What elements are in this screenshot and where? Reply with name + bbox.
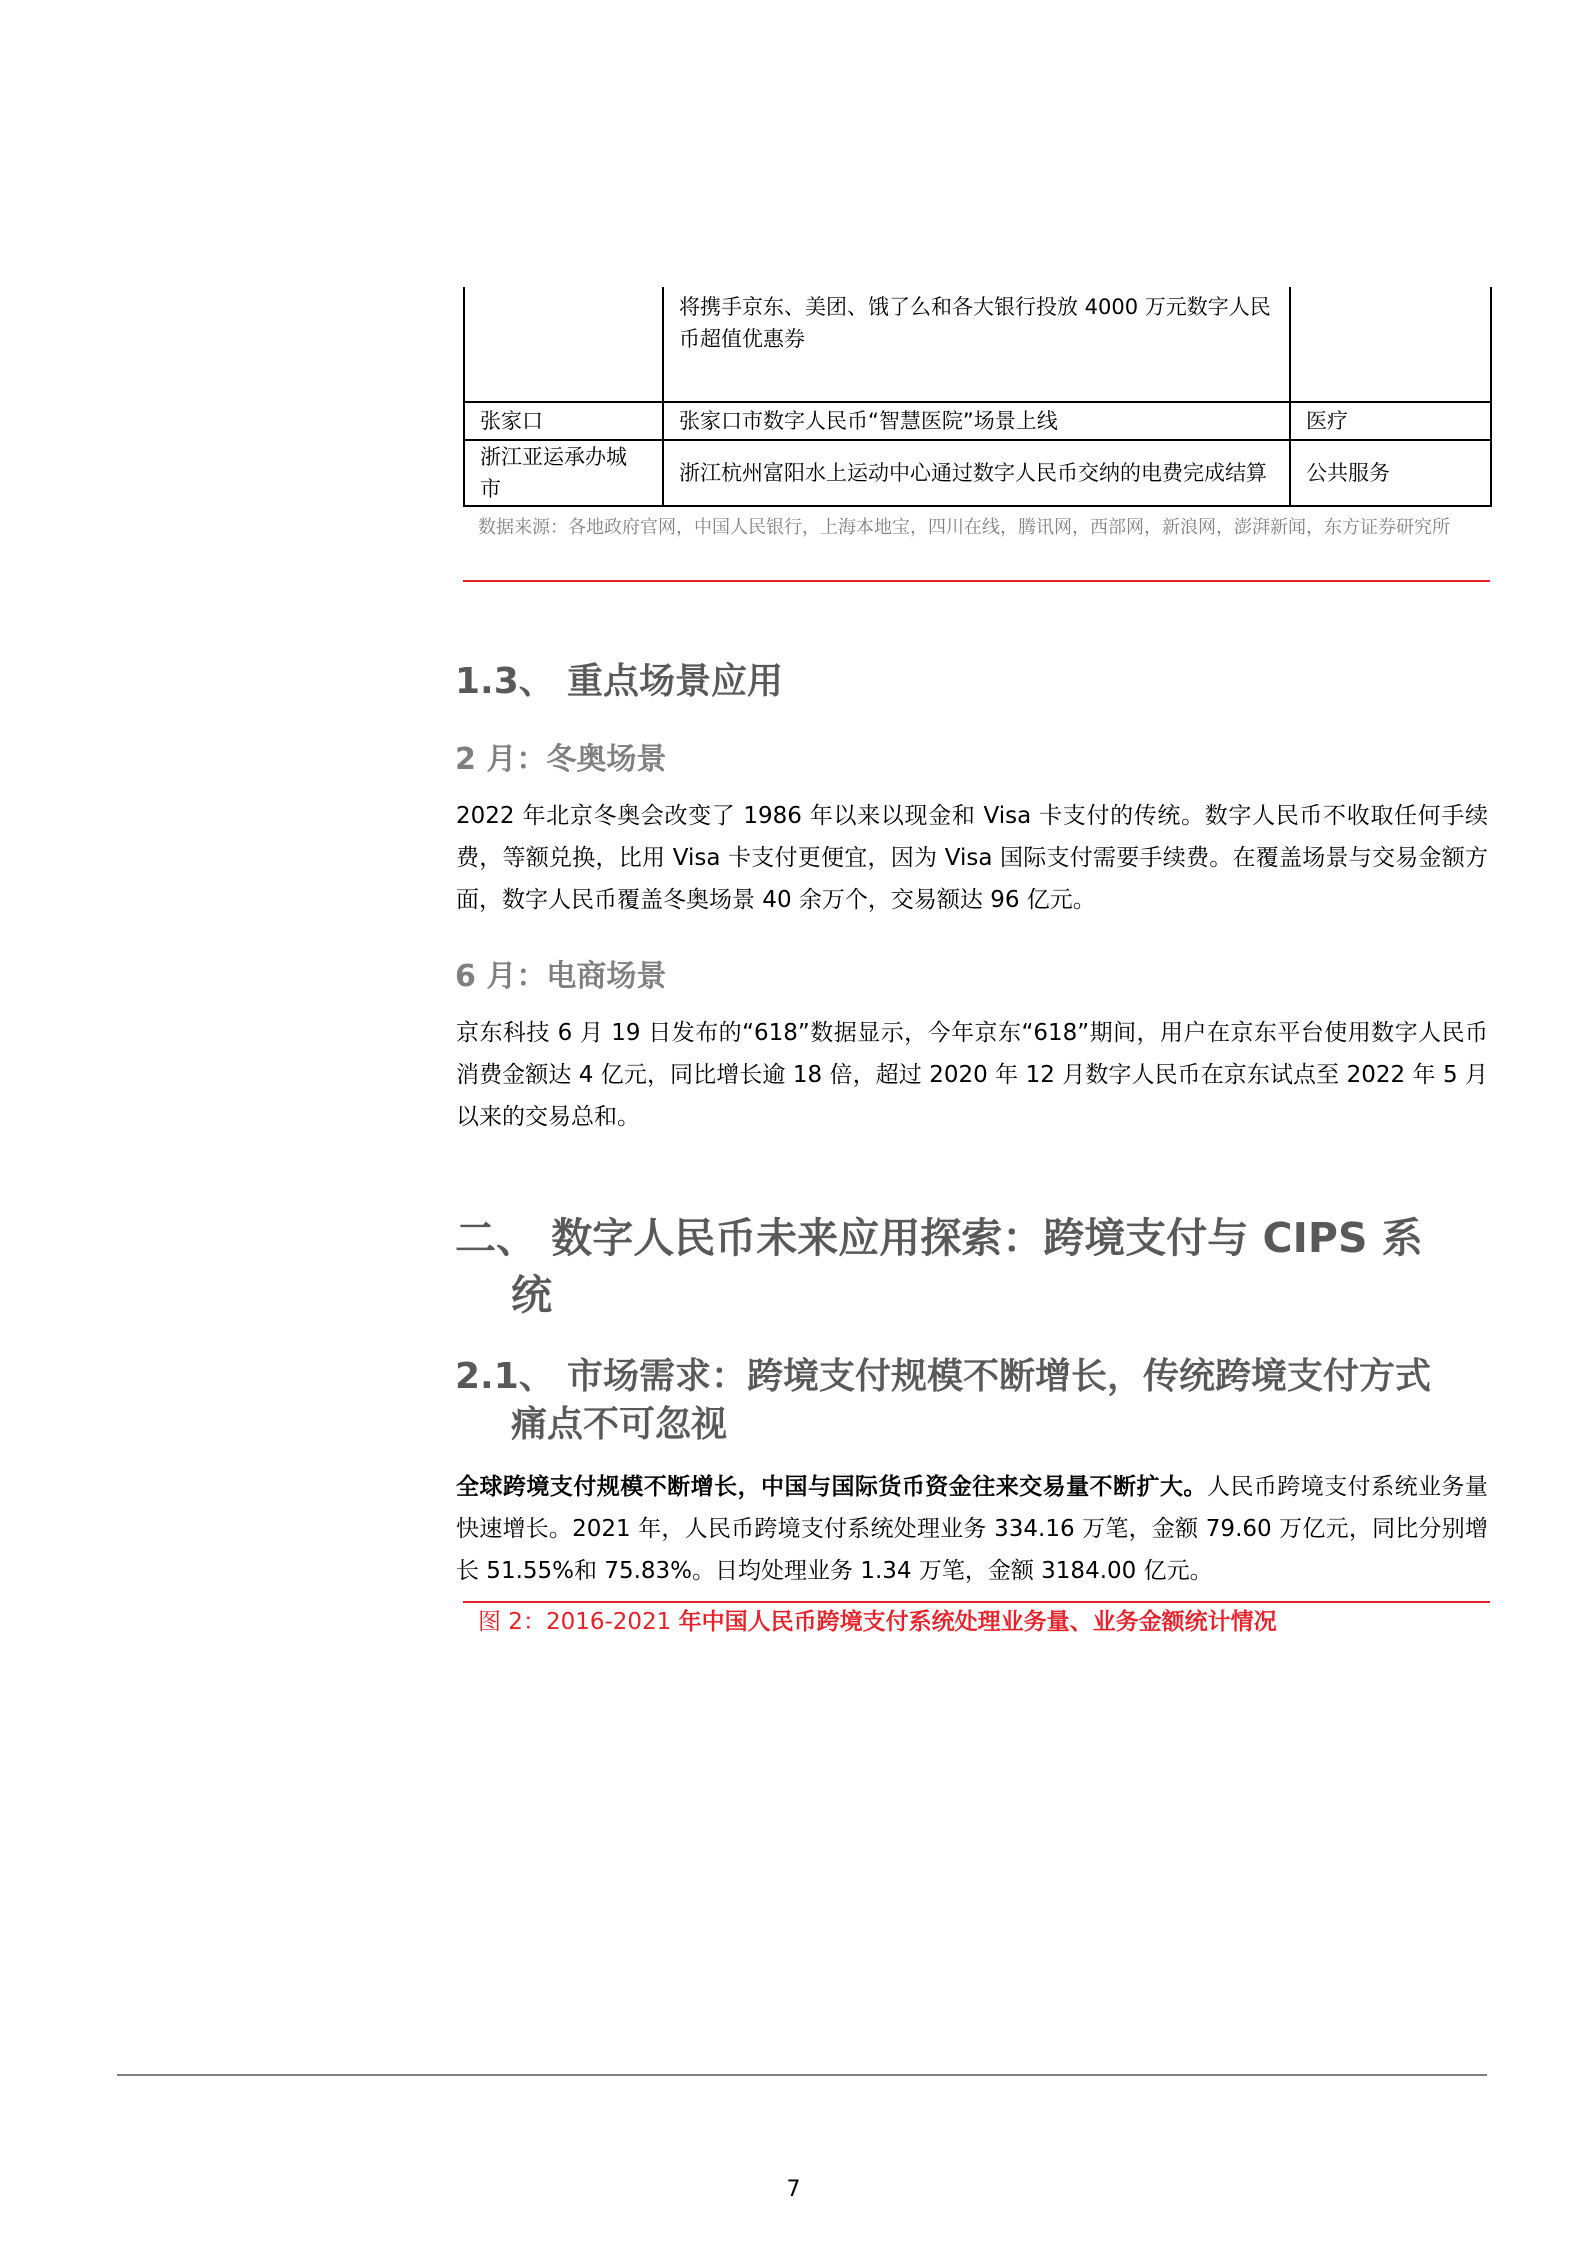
table-cell-category bbox=[1290, 287, 1491, 402]
paragraph-body: 人民币跨境支付系统业务量快速增长。2021 年，人民币跨境支付系统处理业务 334.16 万笔，金额 79.60 万亿元，同比分别增长 51.55%和 75.83%。日均处理业务 1.34 万笔，金额 3184.00 亿元。 bbox=[456, 1474, 1489, 1584]
page-number: 7 bbox=[786, 2177, 801, 2202]
section-title-line2: 痛点不可忽视 bbox=[511, 1404, 728, 1445]
section-heading-1-3 bbox=[455, 658, 783, 706]
section-title: 重点场景应用 bbox=[567, 661, 784, 702]
paragraph-cross-border bbox=[456, 1466, 1488, 1592]
figure-caption-title: 年中国人民币跨境支付系统处理业务量、业务金额统计情况 bbox=[678, 1609, 1277, 1635]
figure-caption bbox=[478, 1607, 1277, 1637]
table-row bbox=[464, 287, 1491, 402]
paragraph-lead-bold: 全球跨境支付规模不断增长，中国与国际货币资金往来交易量不断扩大。 bbox=[456, 1474, 1207, 1500]
table-source-note: 数据来源：各地政府官网，中国人民银行，上海本地宝，四川在线，腾讯网，西部网，新浪网，澎湃新闻，东方证券研究所 bbox=[478, 517, 1450, 538]
table-cell-city bbox=[464, 287, 663, 402]
chapter-heading-2 bbox=[455, 1210, 1495, 1324]
table-cell-city: 张家口 bbox=[464, 402, 663, 440]
paragraph-winter-olympics: 2022 年北京冬奥会改变了 1986 年以来以现金和 Visa 卡支付的传统。数字人民币不收取任何手续费，等额兑换，比用 Visa 卡支付更便宜，因为 Visa 国际支付需要手续费。在覆盖场景与交易金额方面，数字人民币覆盖冬奥场景 40 余万个，交易额达 96 亿元。 bbox=[456, 803, 1488, 913]
figure-caption-prefix: 图 2：2016-2021 bbox=[478, 1609, 679, 1635]
chapter-heading-line2: 统 bbox=[511, 1271, 552, 1319]
figure-top-rule bbox=[463, 1601, 1490, 1603]
table-row bbox=[464, 402, 1491, 440]
section-number: 1.3、 bbox=[455, 661, 555, 702]
subheading-winter-olympics: 2 月：冬奥场景 bbox=[455, 742, 667, 777]
table-cell-category: 医疗 bbox=[1290, 402, 1491, 440]
subheading-ecommerce: 6 月：电商场景 bbox=[455, 959, 667, 994]
table-cell-category: 公共服务 bbox=[1290, 440, 1491, 506]
footer-rule bbox=[117, 2074, 1487, 2076]
scenario-table bbox=[463, 287, 1492, 507]
section-heading-2-1 bbox=[455, 1353, 1495, 1449]
paragraph-ecommerce: 京东科技 6 月 19 日发布的“618”数据显示，今年京东“618”期间，用户在京东平台使用数字人民币消费金额达 4 亿元，同比增长逾 18 倍，超过 2020 年 12 月数字人民币在京东试点至 2022 年 5 月以来的交易总和。 bbox=[456, 1020, 1488, 1130]
chapter-heading-line1: 二、 数字人民币未来应用探索：跨境支付与 CIPS 系 bbox=[455, 1214, 1423, 1262]
table-cell-event: 浙江杭州富阳水上运动中心通过数字人民币交纳的电费完成结算 bbox=[663, 440, 1290, 506]
section-number: 2.1、 bbox=[455, 1356, 555, 1397]
section-title-line1: 市场需求：跨境支付规模不断增长，传统跨境支付方式 bbox=[567, 1356, 1432, 1397]
table-cell-city: 浙江亚运承办城市 bbox=[464, 440, 663, 506]
table-cell-event: 张家口市数字人民币“智慧医院”场景上线 bbox=[663, 402, 1290, 440]
table-row bbox=[464, 440, 1491, 506]
table-bottom-rule bbox=[463, 580, 1490, 582]
table-cell-event: 将携手京东、美团、饿了么和各大银行投放 4000 万元数字人民币超值优惠券 bbox=[663, 287, 1290, 402]
